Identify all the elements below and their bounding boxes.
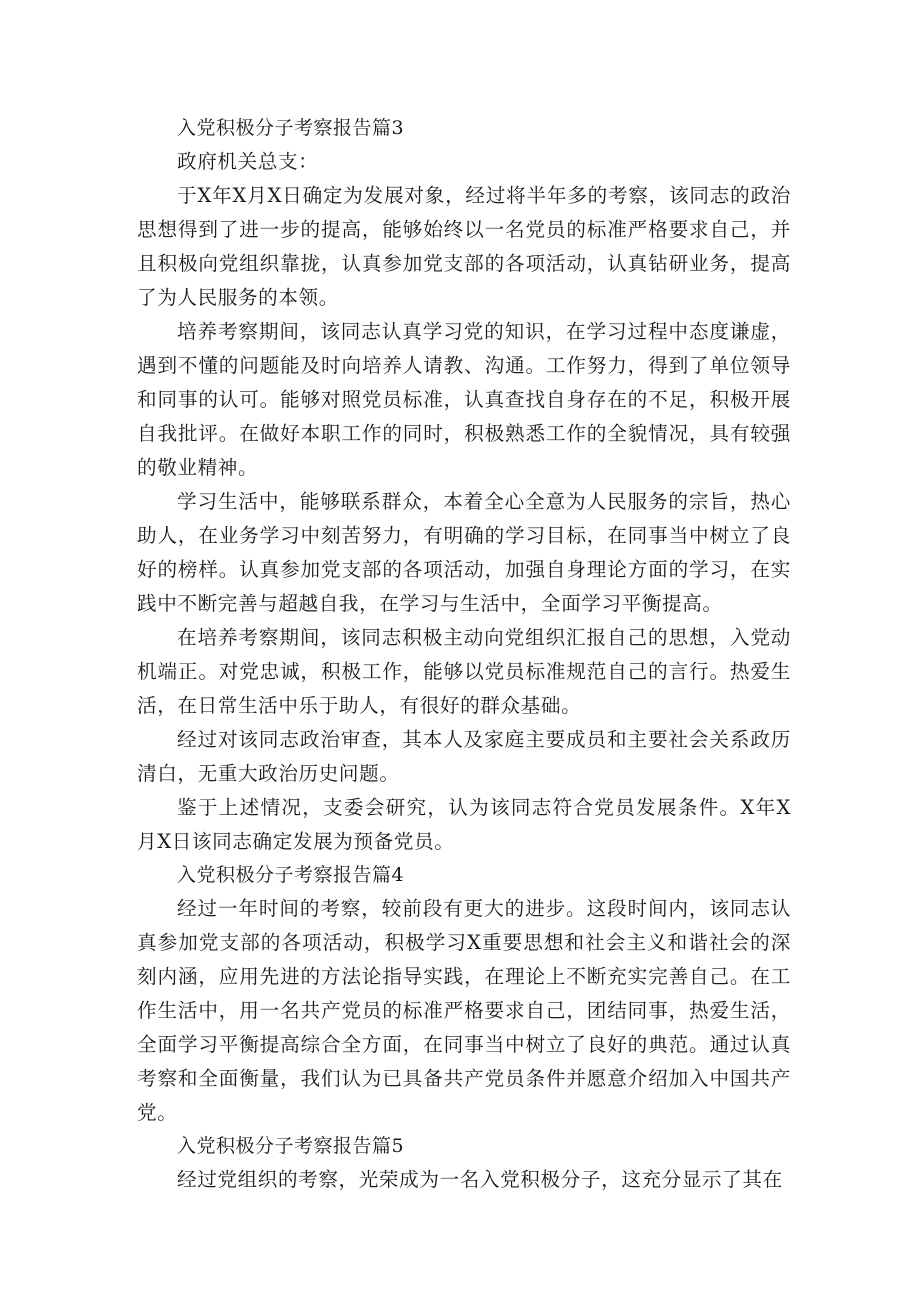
paragraph-4: 在培养考察期间，该同志积极主动向党组织汇报自己的思想，入党动机端正。对党忠诚，积极工作，能够以党员标准规范自己的言行。热爱生活，在日常生活中乐于助人，有很好的群众基础。	[137, 626, 791, 717]
salutation: 政府机关总支：	[177, 150, 319, 173]
paragraph-1: 于X年X月X日确定为发展对象，经过将半年多的考察，该同志的政治思想得到了进一步的提高，能够始终以一名党员的标准严格要求自己，并且积极向党组织靠拢，认真参加党支部的各项活动，认真钻研业务，提高了为人民服务的本领。	[137, 184, 791, 309]
section-heading-4: 入党积极分子考察报告篇4	[177, 864, 405, 886]
document-page	[137, 112, 791, 1197]
paragraph-6: 鉴于上述情况，支委会研究，认为该同志符合党员发展条件。X年X月X日该同志确定发展为预备党员。	[137, 796, 791, 853]
paragraph-2: 培养考察期间，该同志认真学习党的知识，在学习过程中态度谦虚，遇到不懂的问题能及时向培养人请教、沟通。工作努力，得到了单位领导和同事的认可。能够对照党员标准，认真查找自身存在的不足，积极开展自我批评。在做好本职工作的同时，积极熟悉工作的全貌情况，具有较强的敬业精神。	[137, 320, 791, 479]
paragraph-5: 经过对该同志政治审查，其本人及家庭主要成员和主要社会关系政历清白，无重大政治历史问题。	[137, 728, 791, 785]
section-heading-3: 入党积极分子考察报告篇3	[177, 117, 405, 139]
section-heading-5: 入党积极分子考察报告篇5	[177, 1135, 405, 1157]
paragraph-7: 经过一年时间的考察，较前段有更大的进步。这段时间内，该同志认真参加党支部的各项活动，积极学习X重要思想和社会主义和谐社会的深刻内涵，应用先进的方法论指导实践，在理论上不断充实完善自己。在工作生活中，用一名共产党员的标准严格要求自己，团结同事，热爱生活，全面学习平衡提高综合全方面，在同事当中树立了良好的典范。通过认真考察和全面衡量，我们认为已具备共产党员条件并愿意介绍加入中国共产党。	[137, 897, 791, 1124]
paragraph-3: 学习生活中，能够联系群众，本着全心全意为人民服务的宗旨，热心助人，在业务学习中刻苦努力，有明确的学习目标，在同事当中树立了良好的榜样。认真参加党支部的各项活动，加强自身理论方面的学习，在实践中不断完善与超越自我，在学习与生活中，全面学习平衡提高。	[137, 490, 791, 615]
paragraph-8: 经过党组织的考察，光荣成为一名入党积极分子，这充分显示了其在	[177, 1168, 783, 1191]
